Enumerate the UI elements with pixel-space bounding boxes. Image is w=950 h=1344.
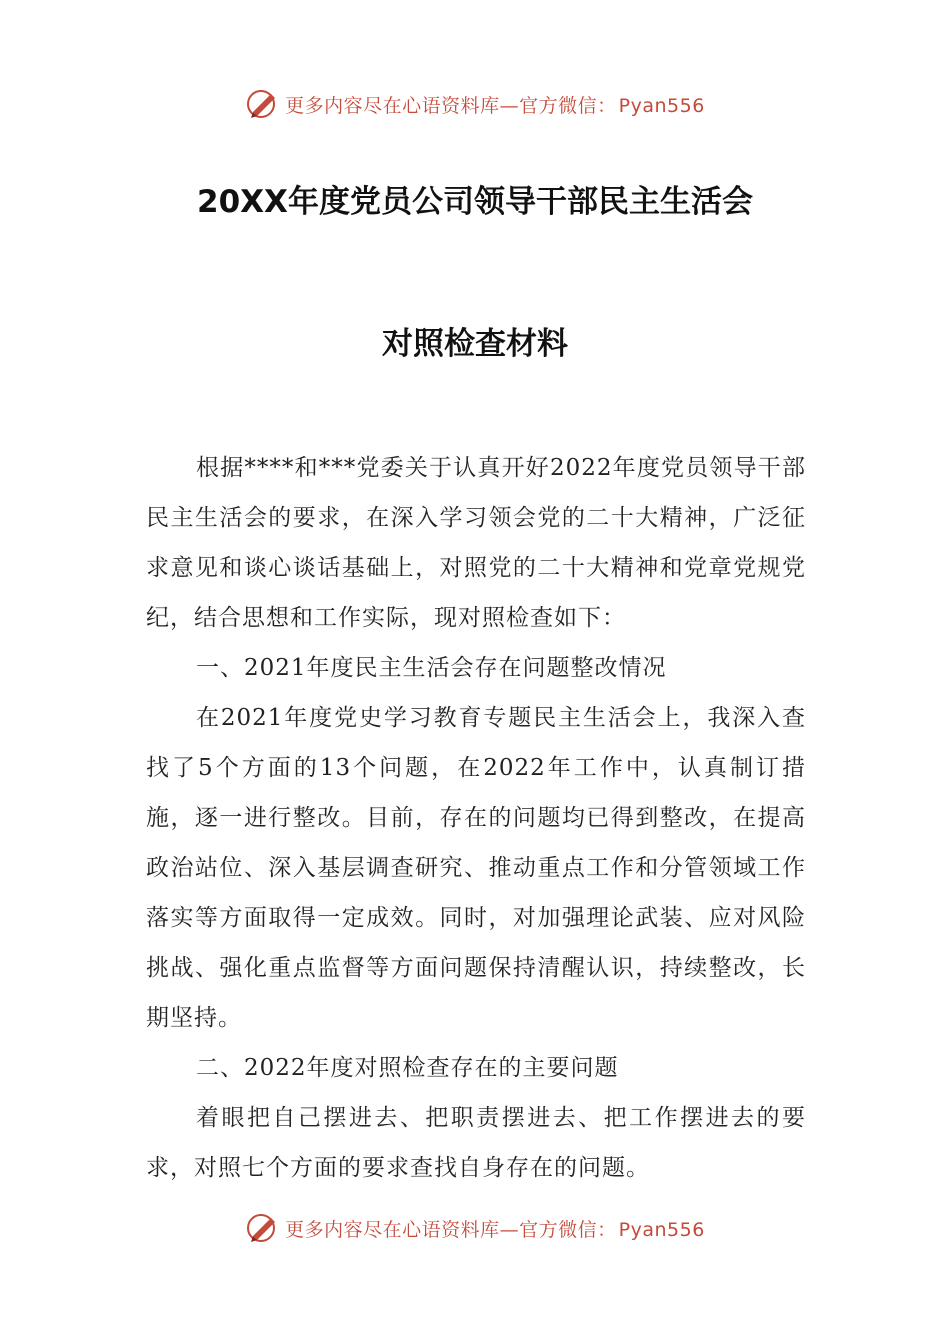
wechat-id: Pyan556	[618, 94, 705, 117]
watermark-footer	[0, 1206, 950, 1250]
document-title-line1: 20XX年度党员公司领导干部民主生活会	[197, 184, 753, 220]
document-title-line2: 对照检查材料	[382, 326, 568, 362]
paragraph-requirements: 着眼把自己摆进去、把职责摆进去、把工作摆进去的要求，对照七个方面的要求查找自身存在的问题。	[146, 1105, 806, 1181]
pen-logo-icon	[245, 1210, 281, 1246]
paragraph-intro: 根据****和***党委关于认真开好2022年度党员领导干部民主生活会的要求，在深入学习领会党的二十大精神，广泛征求意见和谈心谈话基础上，对照党的二十大精神和党章党规党纪，结合思想和工作实际，现对照检查如下：	[146, 455, 806, 631]
section-heading-2: 二、2022年度对照检查存在的主要问题	[196, 1055, 619, 1081]
paragraph-rectification: 在2021年度党史学习教育专题民主生活会上，我深入查找了5个方面的13个问题，在2022年工作中，认真制订措施，逐一进行整改。目前，存在的问题均已得到整改，在提高政治站位、深入基层调查研究、推动重点工作和分管领域工作落实等方面取得一定成效。同时，对加强理论武装、应对风险挑战、强化重点监督等方面问题保持清醒认识，持续整改，长期坚持。	[146, 705, 806, 1031]
wechat-id: Pyan556	[618, 1218, 705, 1241]
document-body	[146, 443, 806, 1193]
watermark-text: 更多内容尽在心语资料库—官方微信： Pyan556	[285, 1218, 705, 1241]
watermark-text: 更多内容尽在心语资料库—官方微信： Pyan556	[285, 94, 705, 117]
section-heading-1: 一、2021年度民主生活会存在问题整改情况	[196, 655, 667, 681]
watermark-header	[0, 82, 950, 126]
pen-logo-icon	[245, 86, 281, 122]
